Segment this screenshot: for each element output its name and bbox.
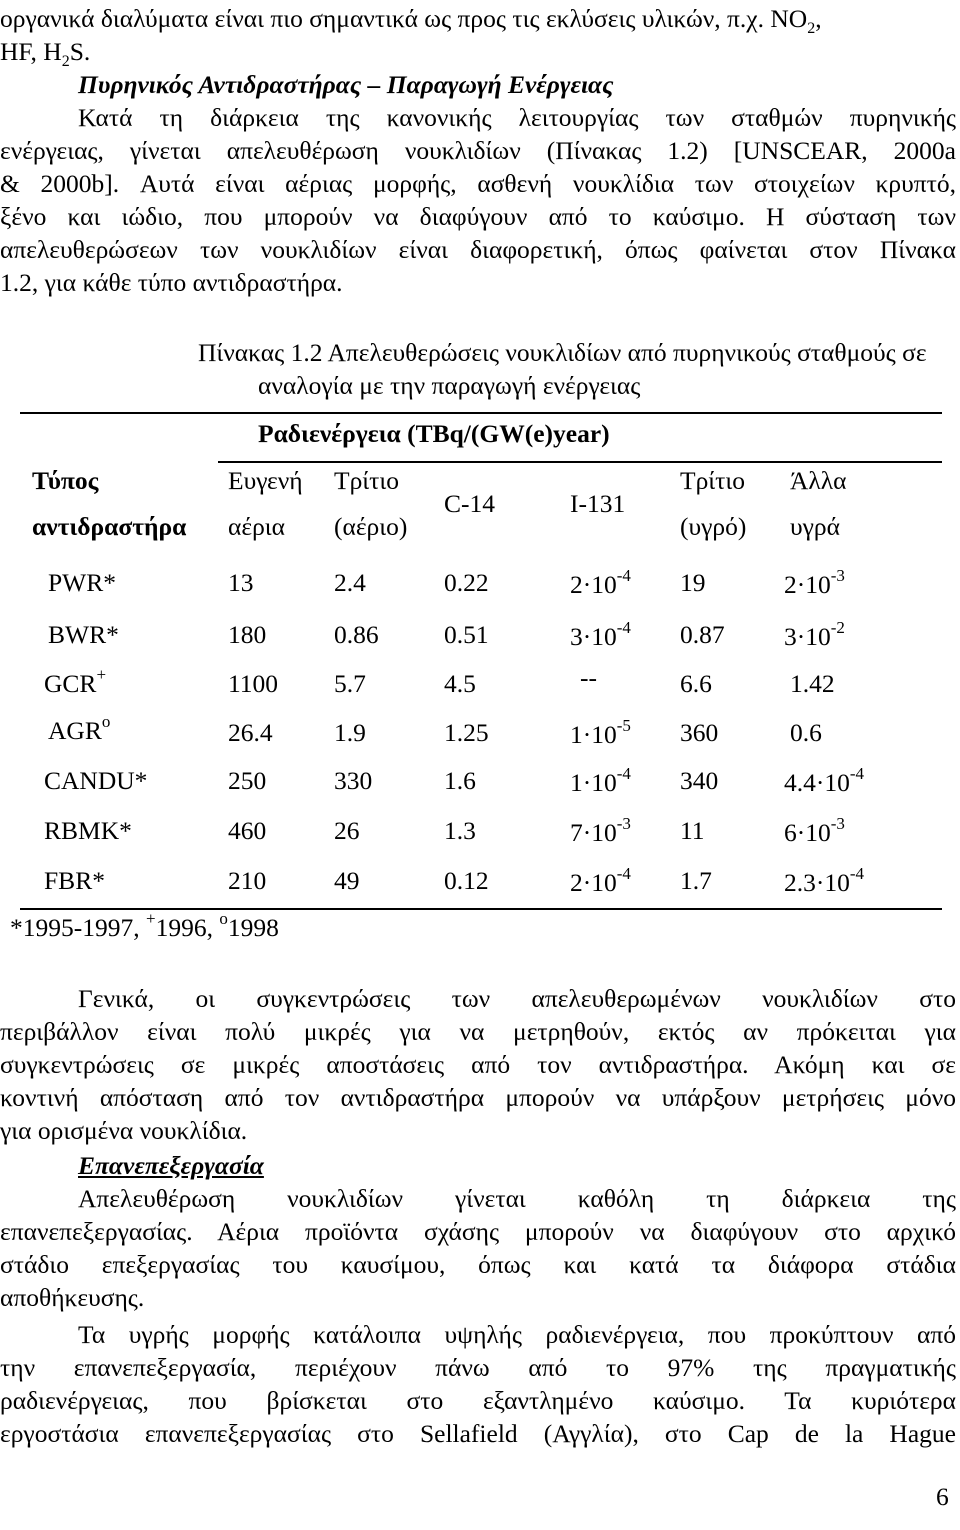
text-line: οργανικά διαλύματα είναι πιο σημαντικά ως προς τις εκλύσεις υλικών, π.χ. $NO_2$, [0, 4, 822, 38]
col-header-c14: C-14 [444, 489, 495, 518]
cell-i131: -- [580, 663, 597, 692]
cell-noble: 13 [228, 568, 254, 597]
cell-tritium-liquid: 11 [680, 816, 705, 845]
cell-c14: 0.51 [444, 620, 489, 649]
cell-noble: 250 [228, 766, 267, 795]
table-caption: αναλογία με την παραγωγή ενέργειας [258, 371, 641, 400]
cell-i131: $1\cdot 10^{-4}$ [570, 764, 631, 797]
cell-tritium-liquid: 0.87 [680, 620, 725, 649]
paragraph-line: ξένο και ιώδιο, που μπορούν να διαφύγουν από το καύσιμο. Η σύσταση των [0, 202, 956, 231]
paragraph-line: Γενικά, οι συγκεντρώσεις των απελευθερωμένων νουκλιδίων στο [78, 984, 956, 1013]
paragraph-line: κοντινή απόσταση από τον αντιδραστήρα μπορούν να υπάρξουν μετρήσεις μόνο [0, 1083, 956, 1112]
paragraph-line: περιβάλλον είναι πολύ μικρές για να μετρηθούν, εκτός αν πρόκειται για [0, 1017, 956, 1046]
cell-c14: 0.22 [444, 568, 489, 597]
cell-noble: 210 [228, 866, 267, 895]
paragraph-line: αποθήκευσης. [0, 1283, 145, 1312]
cell-tritium-liquid: 340 [680, 766, 719, 795]
col-header-tritium-gas: (αέριο) [334, 512, 408, 541]
col-header-noble: Ευγενή [228, 466, 303, 495]
cell-tritium-gas: 1.9 [334, 718, 366, 747]
cell-i131: $2\cdot 10^{-4}$ [570, 864, 631, 897]
paragraph-line: Κατά τη διάρκεια της κανονικής λειτουργίας των σταθμών πυρηνικής [78, 103, 956, 132]
paragraph-line: για ορισμένα νουκλίδια. [0, 1116, 248, 1145]
cell-tritium-gas: 49 [334, 866, 360, 895]
page-number: 6 [936, 1482, 949, 1511]
cell-c14: 1.3 [444, 816, 476, 845]
paragraph-line: ενέργειας, γίνεται απελευθέρωση νουκλιδίων (Πίνακας 1.2) [UNSCEAR, 2000a [0, 136, 956, 165]
cell-c14: 0.12 [444, 866, 489, 895]
cell-i131: $1\cdot 10^{-5}$ [570, 716, 631, 749]
table-caption: Πίνακας 1.2 Απελευθερώσεις νουκλιδίων από πυρηνικούς σταθμούς σε [198, 338, 927, 367]
paragraph-line: την επανεπεξεργασία, περιέχουν πάνω από το 97% της πραγματικής [0, 1353, 956, 1382]
paragraph-line: συγκεντρώσεις σε μικρές αποστάσεις από τον αντιδραστήρα. Ακόμη και σε [0, 1050, 956, 1079]
col-header-type: αντιδραστήρα [32, 512, 187, 541]
cell-c14: 1.25 [444, 718, 489, 747]
paragraph-line: 1.2, για κάθε τύπο αντιδραστήρα. [0, 268, 343, 297]
cell-noble: 460 [228, 816, 267, 845]
cell-tritium-liquid: 19 [680, 568, 706, 597]
table-bottom-rule [20, 908, 942, 910]
col-header-noble: αέρια [228, 512, 286, 541]
col-header-other-liquid: υγρά [790, 512, 840, 541]
paragraph-line: επανεπεξεργασίας. Αέρια προϊόντα σχάσης μπορούν να διαφύγουν στο αρχικό [0, 1217, 956, 1246]
cell-i131: $3\cdot 10^{-4}$ [570, 618, 631, 651]
cell-tritium-liquid: 1.7 [680, 866, 712, 895]
group-header: Ραδιενέργεια (TBq/(GW(e)year) [258, 419, 610, 448]
col-header-tritium-gas: Τρίτιο [334, 466, 400, 495]
cell-tritium-gas: 26 [334, 816, 360, 845]
paragraph-line: & 2000b]. Αυτά είναι αέριας μορφής, ασθενή νουκλίδια των στοιχείων κρυπτό, [0, 169, 956, 198]
col-header-tritium-liquid: (υγρό) [680, 512, 747, 541]
paragraph-line: στάδιο επεξεργασίας του καυσίμου, όπως και κατά τα διάφορα στάδια [0, 1250, 956, 1279]
cell-other-liquid: 0.6 [790, 718, 822, 747]
cell-type: PWR* [48, 568, 117, 597]
cell-noble: 1100 [228, 669, 279, 698]
cell-tritium-gas: 2.4 [334, 568, 366, 597]
cell-other-liquid: $4.4\cdot 10^{-4}$ [784, 764, 865, 797]
paragraph-line: Απελευθέρωση νουκλιδίων γίνεται καθόλη τη διάρκεια της [78, 1184, 956, 1213]
cell-i131: $7\cdot 10^{-3}$ [570, 814, 631, 847]
cell-other-liquid: $2\cdot 10^{-3}$ [784, 566, 845, 599]
table-footnote: *1995-1997, +1996, $^o$1998 [10, 909, 279, 942]
cell-noble: 26.4 [228, 718, 273, 747]
section-heading: Επανεπεξεργασία [78, 1151, 264, 1180]
col-header-tritium-liquid: Τρίτιο [680, 466, 746, 495]
cell-tritium-liquid: 360 [680, 718, 719, 747]
col-header-i131: I-131 [570, 489, 626, 518]
cell-tritium-gas: 5.7 [334, 669, 366, 698]
cell-type: FBR* [44, 866, 105, 895]
cell-other-liquid: $3\cdot 10^{-2}$ [784, 618, 845, 651]
section-heading: Πυρηνικός Αντιδραστήρας – Παραγωγή Ενέργειας [78, 70, 614, 99]
cell-c14: 4.5 [444, 669, 476, 698]
cell-tritium-gas: 0.86 [334, 620, 379, 649]
paragraph-line: ραδιενέργειας, που βρίσκεται στο εξαντλημένο καύσιμο. Τα κυριότερα [0, 1386, 956, 1415]
cell-other-liquid: 1.42 [790, 669, 835, 698]
cell-noble: 180 [228, 620, 267, 649]
cell-type: AGR$^o$ [48, 712, 111, 745]
cell-other-liquid: $6\cdot 10^{-3}$ [784, 814, 845, 847]
text-line: HF, $H_2S$. [0, 37, 91, 71]
cell-type: CANDU* [44, 766, 148, 795]
paragraph-line: Τα υγρής μορφής κατάλοιπα υψηλής ραδιενέργεια, που προκύπτουν από [78, 1320, 956, 1349]
table-top-rule [20, 412, 942, 414]
cell-type: BWR* [48, 620, 119, 649]
cell-type: GCR+ [44, 665, 107, 698]
paragraph-line: απελευθερώσεων των νουκλιδίων είναι διαφορετική, όπως φαίνεται στον Πίνακα [0, 235, 956, 264]
col-header-other-liquid: Άλλα [790, 466, 847, 495]
col-header-type: Τύπος [32, 466, 99, 495]
cell-c14: 1.6 [444, 766, 476, 795]
cell-i131: $2\cdot 10^{-4}$ [570, 566, 631, 599]
cell-tritium-liquid: 6.6 [680, 669, 712, 698]
cell-tritium-gas: 330 [334, 766, 373, 795]
cell-type: RBMK* [44, 816, 132, 845]
cell-other-liquid: $2.3\cdot 10^{-4}$ [784, 864, 865, 897]
header-rule [218, 461, 942, 463]
paragraph-line: εργοστάσια επανεπεξεργασίας στο Sellafield (Αγγλία), στο Cap de la Hague [0, 1419, 956, 1448]
